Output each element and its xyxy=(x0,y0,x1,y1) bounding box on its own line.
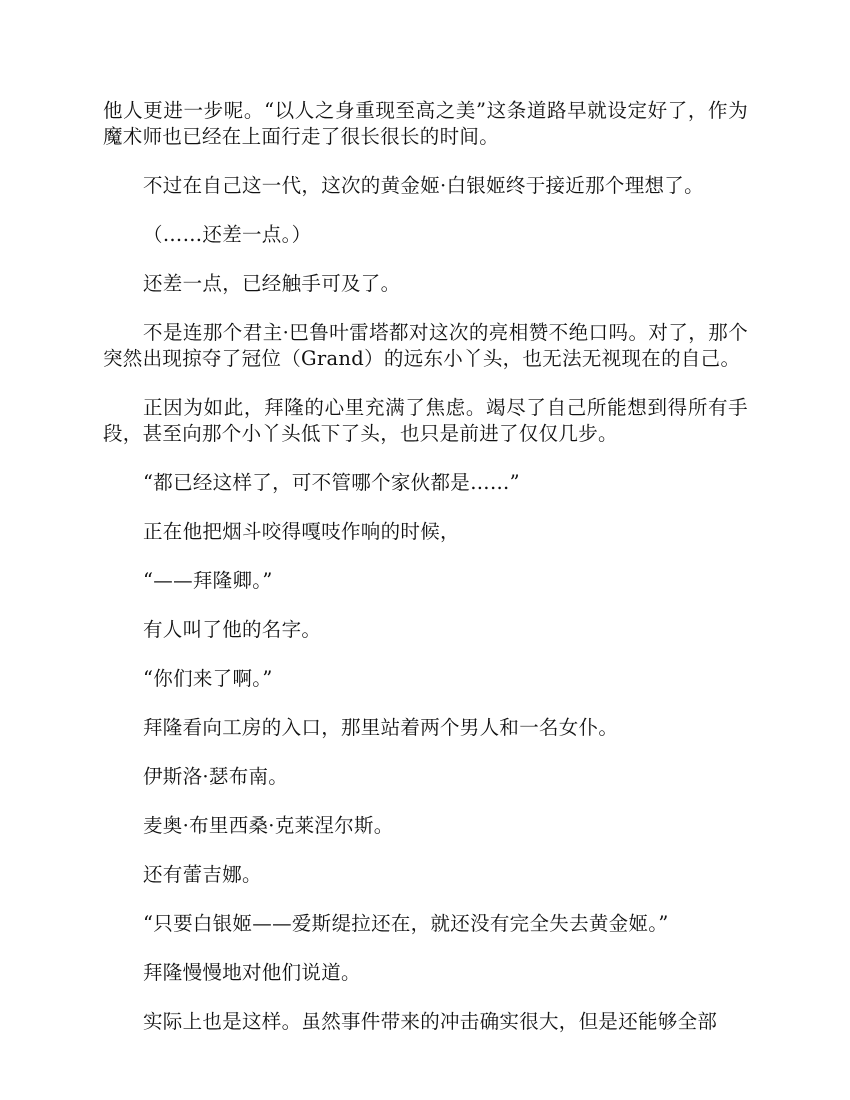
paragraph-11: “你们来了啊。” xyxy=(143,667,273,690)
paragraph-12: 拜隆看向工房的入口，那里站着两个男人和一名女仆。 xyxy=(143,716,619,739)
paragraph-13: 伊斯洛·瑟布南。 xyxy=(143,765,289,788)
paragraph-4: 还差一点，已经触手可及了。 xyxy=(143,272,401,295)
paragraph-8: 正在他把烟斗咬得嘎吱作响的时候， xyxy=(143,520,460,543)
paragraph-14: 麦奥·布里西桑·克莱涅尔斯。 xyxy=(143,814,394,837)
paragraph-3: （……还差一点。） xyxy=(143,223,312,246)
paragraph-15: 还有蕾吉娜。 xyxy=(143,863,262,886)
paragraph-17: 拜隆慢慢地对他们说道。 xyxy=(143,961,361,984)
paragraph-10: 有人叫了他的名字。 xyxy=(143,618,322,641)
document-page xyxy=(103,98,748,1058)
paragraph-1: 他人更进一步呢。“以人之身重现至高之美”这条道路早就设定好了，作为魔术师也已经在上面行走了很长很长的时间。 xyxy=(103,99,748,148)
paragraph-7: “都已经这样了，可不管哪个家伙都是……” xyxy=(143,471,520,494)
paragraph-5: 不是连那个君主·巴鲁叶雷塔都对这次的亮相赞不绝口吗。对了，那个突然出现掠夺了冠位（Grand）的远东小丫头，也无法无视现在的自己。 xyxy=(103,321,748,370)
paragraph-9: “——拜隆卿。” xyxy=(143,569,273,592)
paragraph-18: 实际上也是这样。虽然事件带来的冲击确实很大，但是还能够全部 xyxy=(143,1010,718,1033)
paragraph-2: 不过在自己这一代，这次的黄金姬·白银姬终于接近那个理想了。 xyxy=(143,174,704,197)
paragraph-16: “只要白银姬——爱斯缇拉还在，就还没有完全失去黄金姬。” xyxy=(143,912,669,935)
paragraph-6: 正因为如此，拜隆的心里充满了焦虑。竭尽了自己所能想到得所有手段，甚至向那个小丫头低下了头，也只是前进了仅仅几步。 xyxy=(103,396,748,445)
